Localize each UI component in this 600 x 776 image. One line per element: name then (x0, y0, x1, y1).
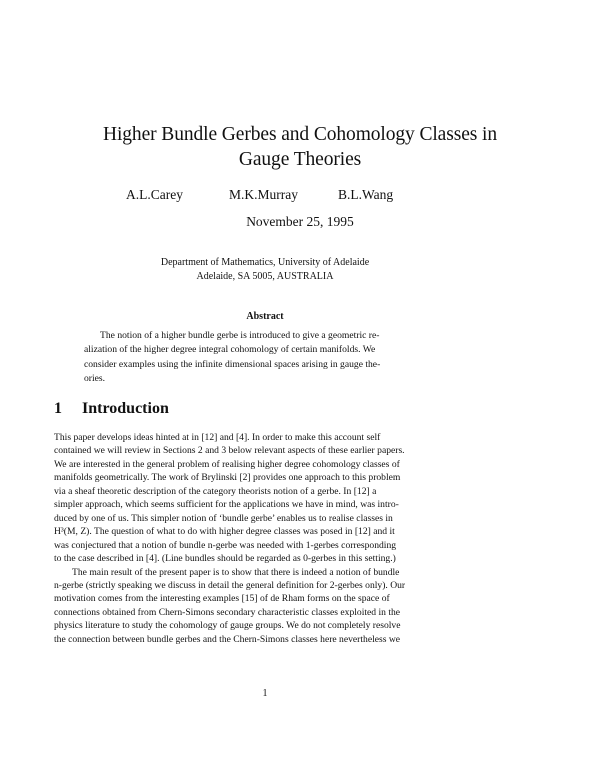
body-line: The main result of the present paper is to show that there is indeed a notion of bundle (72, 566, 400, 578)
body-line: contained we will review in Sections 2 and 3 below relevant aspects of these earlier papers. (54, 445, 405, 457)
abstract-line: alization of the higher degree integral cohomology of certain manifolds. We (84, 344, 376, 356)
affiliation (0, 256, 530, 284)
title-line-2: Gauge Theories (238, 149, 362, 170)
body-line: via a sheaf theoretic description of the category theorists notion of a gerbe. In [12] a (54, 485, 377, 497)
abstract-text (84, 329, 380, 386)
section-number: 1 (54, 400, 62, 417)
paper-date: November 25, 1995 (246, 214, 354, 229)
section-heading (54, 400, 169, 418)
author-carey: A.L.Carey (126, 187, 183, 202)
author-murray: M.K.Murray (229, 187, 298, 202)
body-line: to the case described in [4]. (Line bundles should be regarded as 0-gerbes in this setting.) (54, 553, 396, 565)
body-line: simpler approach, which seems sufficient for the applications we have in mind, was intro- (54, 499, 399, 511)
author-wang: B.L.Wang (338, 187, 394, 202)
title-line-1: Higher Bundle Gerbes and Cohomology Classes in (102, 124, 498, 145)
abstract-line: consider examples using the infinite dimensional spaces arising in gauge the- (84, 358, 381, 370)
body-line: the connection between bundle gerbes and the Chern-Simons classes here nevertheless we (54, 633, 401, 645)
page-number: 1 (262, 688, 268, 699)
body-line: was conjectured that a notion of bundle n-gerbe was needed with 1-gerbes corresponding (54, 539, 397, 551)
body-line: manifolds geometrically. The work of Brylinski [2] provides one approach to this problem (54, 472, 401, 484)
affiliation-line-1: Department of Mathematics, University of Adelaide (160, 257, 370, 268)
affiliation-line-2: Adelaide, SA 5005, AUSTRALIA (196, 271, 334, 282)
abstract-line: The notion of a higher bundle gerbe is introduced to give a geometric re- (100, 330, 380, 341)
body-line: n-gerbe (strictly speaking we discuss in detail the general definition for 2-gerbes only). Our (54, 579, 406, 591)
body-line: duced by one of us. This simpler notion of ‘bundle gerbe’ enables us to realise classes in (54, 512, 393, 524)
body-line: connections obtained from Chern-Simons secondary characteristic classes exploited in the (54, 606, 401, 618)
section-title: Introduction (82, 400, 169, 417)
body-line: This paper develops ideas hinted at in [12] and [4]. In order to make this account self (54, 432, 381, 443)
body-line: motivation comes from the interesting examples [15] of de Rham forms on the space of (54, 593, 390, 605)
body-line: physics literature to study the cohomology of gauge groups. We do not completely resolve (54, 620, 401, 632)
abstract-heading: Abstract (246, 311, 284, 322)
abstract-line: ories. (84, 372, 106, 384)
body-line: We are interested in the general problem of realising higher degree cohomology classes of (54, 458, 400, 470)
body-text (54, 431, 405, 646)
paper-title (40, 122, 560, 172)
body-line: H³(M, Z). The question of what to do with higher degree classes was posed in [12] and it (54, 526, 395, 538)
